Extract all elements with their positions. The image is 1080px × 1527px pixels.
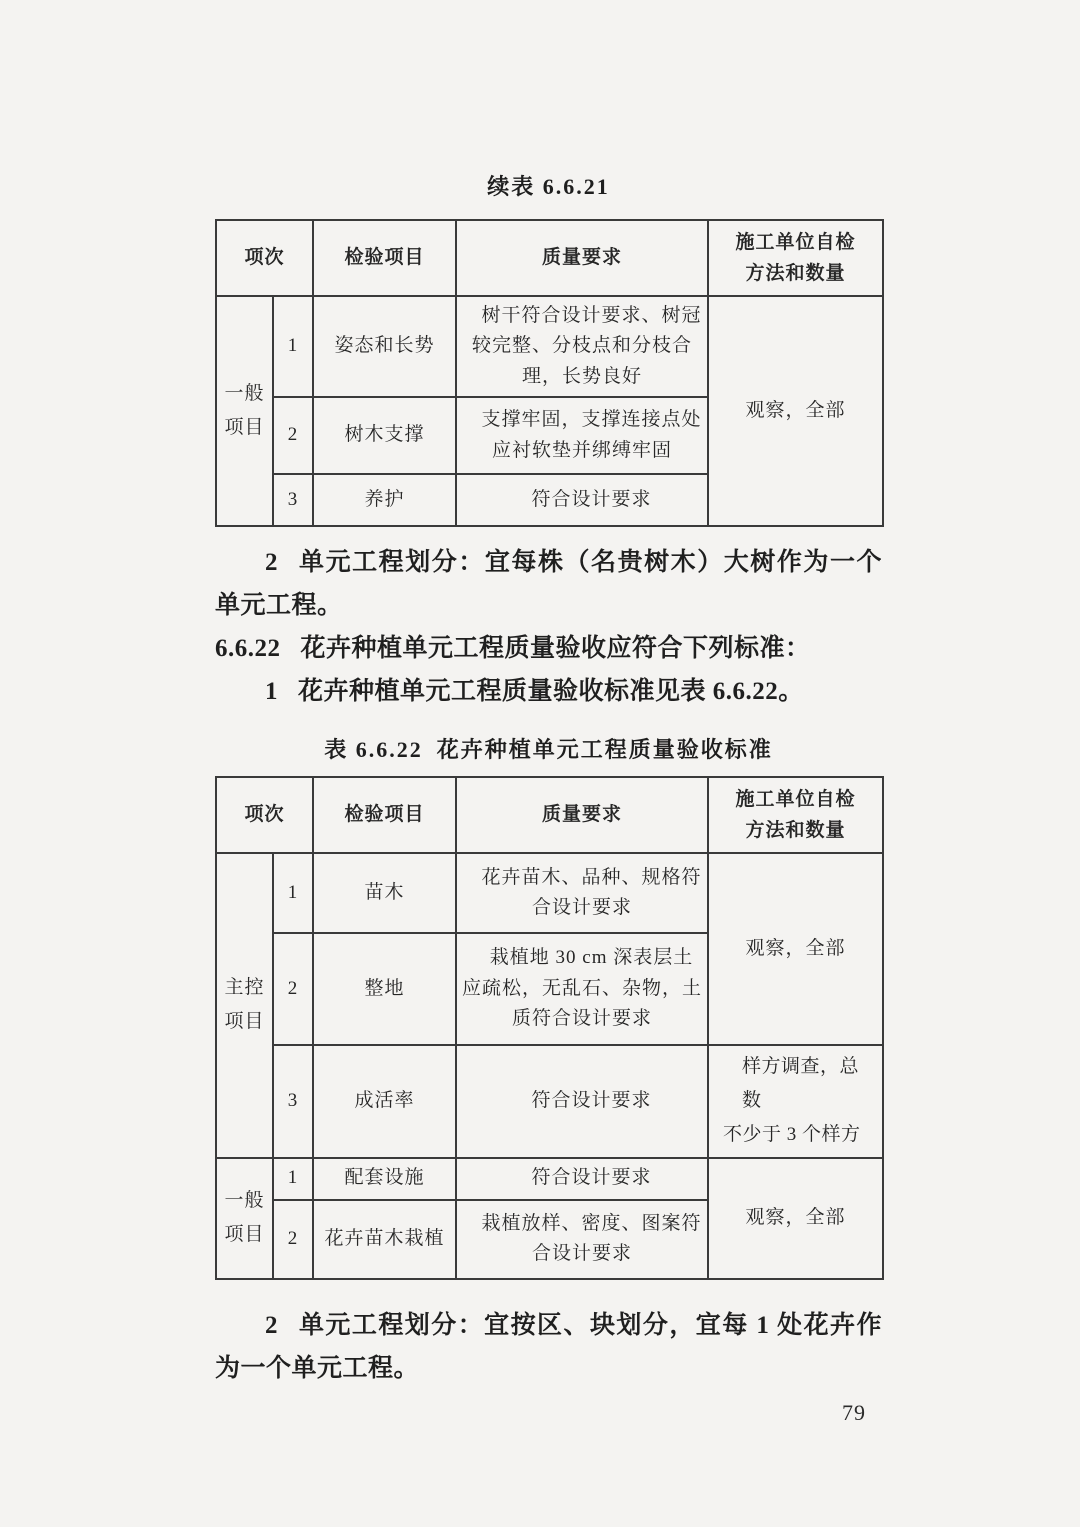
- row-number: 3: [273, 1045, 313, 1158]
- table2-header-row: [216, 777, 883, 853]
- paragraph-text: 花卉种植单元工程质量验收标准见表 6.6.22。: [298, 678, 804, 705]
- table-6-6-22: [215, 776, 884, 1280]
- paragraph-unit-division-flowers: [215, 1304, 882, 1390]
- table-row: [216, 296, 883, 397]
- table1-header-self-check: [708, 220, 883, 296]
- row-item: 整地: [313, 933, 456, 1045]
- table2-method-row3: [708, 1045, 883, 1158]
- clause-number: 6.6.22: [215, 635, 281, 662]
- table2-header-item-no: 项次: [216, 777, 313, 853]
- row-item: 苗木: [313, 853, 456, 933]
- row-item: 树木支撑: [313, 397, 456, 474]
- row-item: 养护: [313, 474, 456, 526]
- table-6-6-21-continued: [215, 219, 884, 527]
- table2-group-main-control: [216, 853, 273, 1158]
- row-number: 2: [273, 397, 313, 474]
- table2-group-general: [216, 1158, 273, 1279]
- table2-title: [215, 733, 882, 764]
- table2-group-label: 一般项目: [224, 1189, 265, 1246]
- clause-6-6-22: [215, 627, 882, 670]
- row-requirement: 支撑牢固，支撑连接点处应衬软垫并绑缚牢固: [456, 397, 708, 474]
- table1-title: 续表 6.6.21: [487, 174, 610, 199]
- table2-header-inspection-item: 检验项目: [313, 777, 456, 853]
- table2-method-rows45: 观察，全部: [708, 1158, 883, 1279]
- table1-header-quality-requirement: 质量要求: [456, 220, 708, 296]
- method-line2: 不少于 3 个样方: [723, 1124, 861, 1146]
- table1-header-row: [216, 220, 883, 296]
- page-content: [215, 0, 882, 1426]
- table2-method-rows12: 观察，全部: [708, 853, 883, 1045]
- row-number: 1: [273, 1158, 313, 1200]
- paragraph-number: 2: [265, 1311, 278, 1339]
- row-item: 姿态和长势: [313, 296, 456, 397]
- row-requirement: 符合设计要求: [456, 1045, 708, 1158]
- row-requirement: 符合设计要求: [456, 474, 708, 526]
- table1-group-label: 一般项目: [224, 382, 265, 438]
- table1-header-item-no: 项次: [216, 220, 313, 296]
- paragraph-number: 2: [265, 549, 278, 576]
- paragraph-text: 单元工程划分：宜每株（名贵树木）大树作为一个单元工程。: [215, 549, 882, 619]
- row-item: 配套设施: [313, 1158, 456, 1200]
- paragraph-unit-division-trees: [215, 541, 882, 627]
- table1-header-self-check-line2: 方法和数量: [745, 263, 846, 284]
- paragraph-see-table: [215, 670, 882, 713]
- table-row: [216, 853, 883, 933]
- table2-group-label: 主控项目: [224, 977, 265, 1033]
- table1-method-cell: 观察，全部: [708, 296, 883, 526]
- row-number: 1: [273, 853, 313, 933]
- row-requirement: 花卉苗木、品种、规格符合设计要求: [456, 853, 708, 933]
- row-number: 2: [273, 1200, 313, 1279]
- page-number: 79: [842, 1399, 866, 1425]
- body-paragraphs: [215, 541, 882, 713]
- table2-header-quality-requirement: 质量要求: [456, 777, 708, 853]
- row-requirement: 栽植地 30 cm 深表层土应疏松，无乱石、杂物，土质符合设计要求: [456, 933, 708, 1045]
- clause-text: 花卉种植单元工程质量验收应符合下列标准：: [300, 635, 811, 662]
- table1-header-inspection-item: 检验项目: [313, 220, 456, 296]
- row-number: 2: [273, 933, 313, 1045]
- table2-title-label: 表 6.6.22: [324, 737, 423, 762]
- table-row: [216, 1045, 883, 1158]
- table2-header-self-check-line1: 施工单位自检: [735, 788, 856, 810]
- paragraph-number: 1: [265, 678, 278, 705]
- paragraph-text: 单元工程划分：宜按区、块划分，宜每 1 处花卉作为一个单元工程。: [215, 1311, 882, 1382]
- row-item: 成活率: [313, 1045, 456, 1158]
- row-requirement: 符合设计要求: [456, 1158, 708, 1200]
- table1-group-cell: [216, 296, 273, 526]
- row-requirement: 栽植放样、密度、图案符合设计要求: [456, 1200, 708, 1279]
- row-item: 花卉苗木栽植: [313, 1200, 456, 1279]
- method-line1: 样方调查，总数: [742, 1056, 860, 1112]
- row-number: 1: [273, 296, 313, 397]
- table-row: [216, 1158, 883, 1200]
- table2-title-text: 花卉种植单元工程质量验收标准: [436, 737, 773, 762]
- table1-header-self-check-line1: 施工单位自检: [735, 231, 856, 253]
- table2-header-self-check: [708, 777, 883, 853]
- row-requirement: 树干符合设计要求、树冠较完整、分枝点和分枝合理，长势良好: [456, 296, 708, 397]
- row-number: 3: [273, 474, 313, 526]
- table2-header-self-check-line2: 方法和数量: [745, 820, 846, 841]
